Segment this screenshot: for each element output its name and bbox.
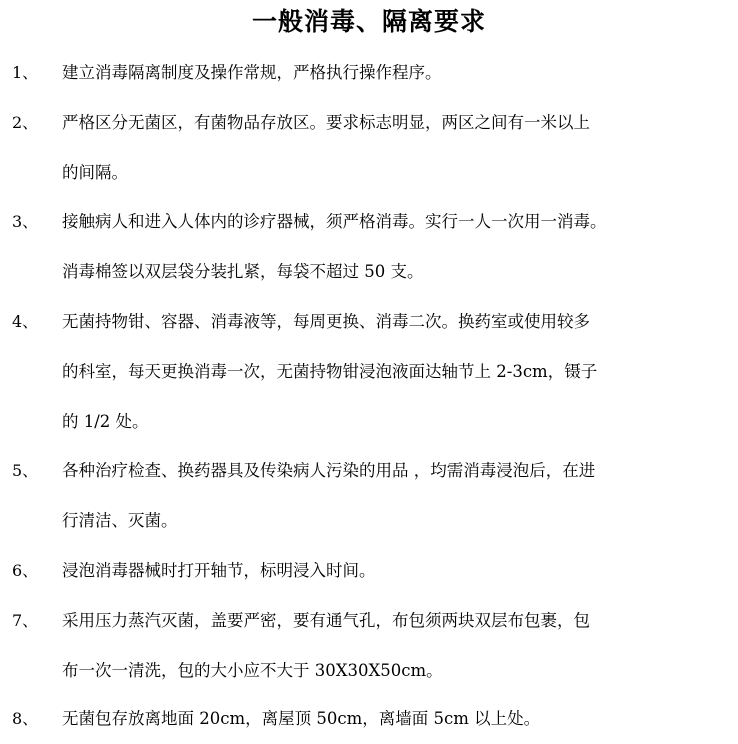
item-text-line: 行清洁、灭菌。 <box>62 511 178 530</box>
item-number: 1、 <box>12 63 39 82</box>
item-text-line: 的间隔。 <box>62 163 128 182</box>
item-text-line: 无菌包存放离地面 20cm，离屋顶 50cm，离墙面 5cm 以上处。 <box>62 709 541 728</box>
item-text-line: 的科室，每天更换消毒一次，无菌持物钳浸泡液面达轴节上 2-3cm，镊子 <box>62 362 598 381</box>
item-number: 2、 <box>12 113 39 132</box>
item-text-line: 消毒棉签以双层袋分装扎紧，每袋不超过 50 支。 <box>62 262 424 281</box>
item-number: 8、 <box>12 709 39 728</box>
item-number: 7、 <box>12 611 39 630</box>
document-title: 一般消毒、隔离要求 <box>251 7 486 36</box>
item-text-line: 各种治疗检查、换药器具及传染病人污染的用品 ，均需消毒浸泡后，在进 <box>62 461 596 480</box>
item-text-line: 严格区分无菌区，有菌物品存放区。要求标志明显，两区之间有一米以上 <box>62 113 590 132</box>
item-text-line: 布一次一清洗，包的大小应不大于 30X30X50cm。 <box>62 661 443 680</box>
item-number: 3、 <box>12 212 39 231</box>
item-text-line: 浸泡消毒器械时打开轴节，标明浸入时间。 <box>62 561 376 580</box>
item-text-line: 无菌持物钳、容器、消毒液等，每周更换、消毒二次。换药室或使用较多 <box>62 312 590 331</box>
item-number: 4、 <box>12 312 39 331</box>
item-text-line: 接触病人和进入人体内的诊疗器械，须严格消毒。实行一人一次用一消毒。 <box>62 212 607 231</box>
item-number: 5、 <box>12 461 39 480</box>
item-text-line: 的 1/2 处。 <box>62 412 149 431</box>
item-number: 6、 <box>12 561 39 580</box>
item-text-line: 建立消毒隔离制度及操作常规，严格执行操作程序。 <box>62 63 442 82</box>
item-text-line: 采用压力蒸汽灭菌，盖要严密，要有通气孔，布包须两块双层布包裹，包 <box>62 611 590 630</box>
